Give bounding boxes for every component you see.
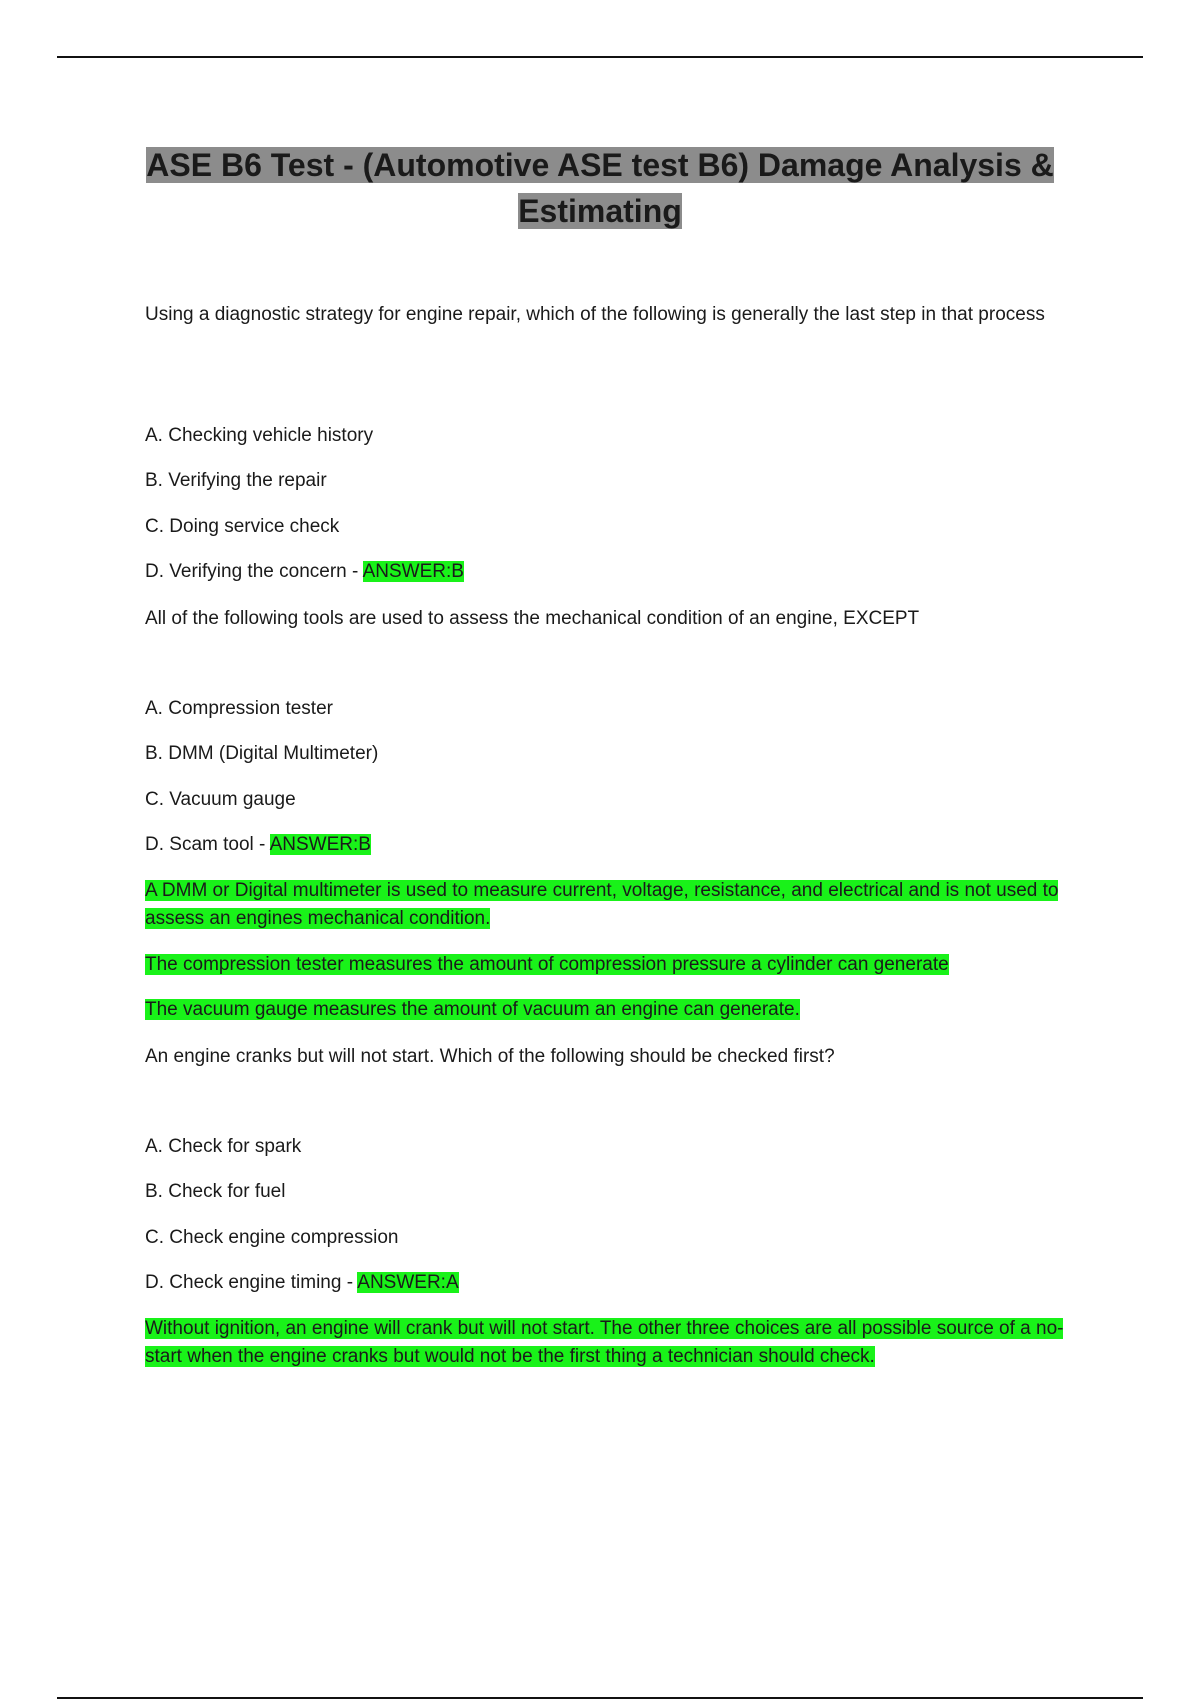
question-2-explanation-2-text: The compression tester measures the amount of compression pressure a cylinder can generate xyxy=(145,954,949,975)
question-2-explanation-3 xyxy=(145,996,1095,1024)
question-1-option-d xyxy=(145,558,464,586)
question-3-option-a: A. Check for spark xyxy=(145,1136,302,1157)
question-2-option-b: B. DMM (Digital Multimeter) xyxy=(145,743,379,764)
question-3-explanation-1 xyxy=(145,1315,1095,1371)
footer-rule xyxy=(57,1697,1143,1699)
question-2-option-d xyxy=(145,831,371,859)
question-3-answer: ANSWER:A xyxy=(357,1272,459,1293)
question-1-text: Using a diagnostic strategy for engine repair, which of the following is generally the last step in that process xyxy=(145,304,1045,325)
question-2-text: All of the following tools are used to assess the mechanical condition of an engine, EXCEPT xyxy=(145,608,920,629)
question-2-explanation-1 xyxy=(145,877,1095,933)
question-2-answer: ANSWER:B xyxy=(269,834,371,855)
question-1-option-c: C. Doing service check xyxy=(145,516,340,537)
question-1-option-b: B. Verifying the repair xyxy=(145,470,327,491)
question-2-option-d-text: D. Scam tool - xyxy=(145,834,270,855)
question-1-option-d-text: D. Verifying the concern - xyxy=(145,561,363,582)
question-3-option-c: C. Check engine compression xyxy=(145,1227,399,1248)
question-2-explanation-3-text: The vacuum gauge measures the amount of vacuum an engine can generate. xyxy=(145,999,800,1020)
question-3-option-d-text: D. Check engine timing - xyxy=(145,1272,358,1293)
question-1-answer: ANSWER:B xyxy=(362,561,464,582)
document-title-text: ASE B6 Test - (Automotive ASE test B6) Damage Analysis & Estimating xyxy=(146,147,1054,229)
question-2-explanation-1-text: A DMM or Digital multimeter is used to measure current, voltage, resistance, and electrical and is not used to assess an engines mechanical condition. xyxy=(145,880,1059,929)
question-3-option-b: B. Check for fuel xyxy=(145,1181,286,1202)
question-3-explanation-1-text: Without ignition, an engine will crank but will not start. The other three choices are all possible source of a no-start when the engine cranks but would not be the first thing a technician should check. xyxy=(145,1318,1064,1367)
question-2-option-c: C. Vacuum gauge xyxy=(145,789,296,810)
question-3-option-d xyxy=(145,1269,459,1297)
question-2-explanation-2 xyxy=(145,951,1095,979)
question-3-text: An engine cranks but will not start. Which of the following should be checked first? xyxy=(145,1046,835,1067)
header-rule xyxy=(57,56,1143,58)
document-title xyxy=(100,142,1100,234)
question-2-option-a: A. Compression tester xyxy=(145,698,333,719)
question-1-option-a: A. Checking vehicle history xyxy=(145,425,374,446)
